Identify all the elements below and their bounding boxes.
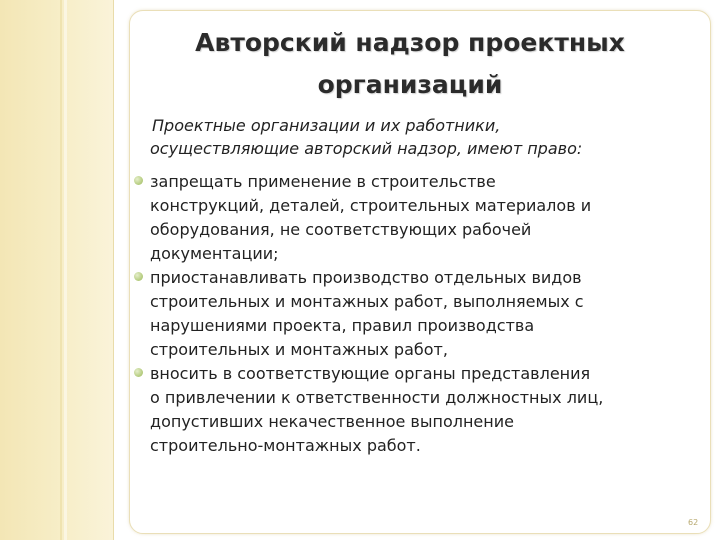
bullet-dot-icon: [134, 272, 143, 281]
decorative-rule: [113, 0, 114, 540]
bullet-line: строительных и монтажных работ, выполняемых с: [150, 292, 584, 311]
bullet-item: [132, 266, 702, 362]
bullet-line: приостанавливать производство отдельных видов: [150, 268, 582, 287]
bullet-item: [132, 362, 702, 458]
bullet-list: [132, 170, 702, 458]
bullet-line: о привлечении к ответственности должностных лиц,: [150, 388, 604, 407]
bullet-dot-icon: [134, 368, 143, 377]
bullet-line: строительно-монтажных работ.: [150, 436, 421, 455]
bullet-item: [132, 170, 702, 266]
slide-title-line: организаций: [317, 70, 503, 99]
page-number: 62: [688, 518, 699, 527]
bullet-line: конструкций, деталей, строительных материалов и: [150, 196, 592, 215]
decorative-rule: [64, 0, 67, 540]
bullet-line: допустивших некачественное выполнение: [150, 412, 514, 431]
bullet-line: вносить в соответствующие органы представления: [150, 364, 591, 383]
bullet-dot-icon: [134, 176, 143, 185]
intro-paragraph: [150, 114, 698, 160]
intro-line: Проектные организации и их работники,: [152, 116, 501, 135]
slide-title-line: Авторский надзор проектных: [195, 28, 625, 57]
bullet-line: оборудования, не соответствующих рабочей: [150, 220, 532, 239]
bullet-line: документации;: [150, 244, 279, 263]
decorative-side-panel: [0, 0, 113, 540]
bullet-line: нарушениями проекта, правил производства: [150, 316, 535, 335]
intro-line: осуществляющие авторский надзор, имеют право:: [150, 139, 583, 158]
bullet-line: запрещать применение в строительстве: [150, 172, 496, 191]
decorative-rule: [60, 0, 62, 540]
slide-title: [140, 22, 680, 106]
bullet-line: строительных и монтажных работ,: [150, 340, 448, 359]
